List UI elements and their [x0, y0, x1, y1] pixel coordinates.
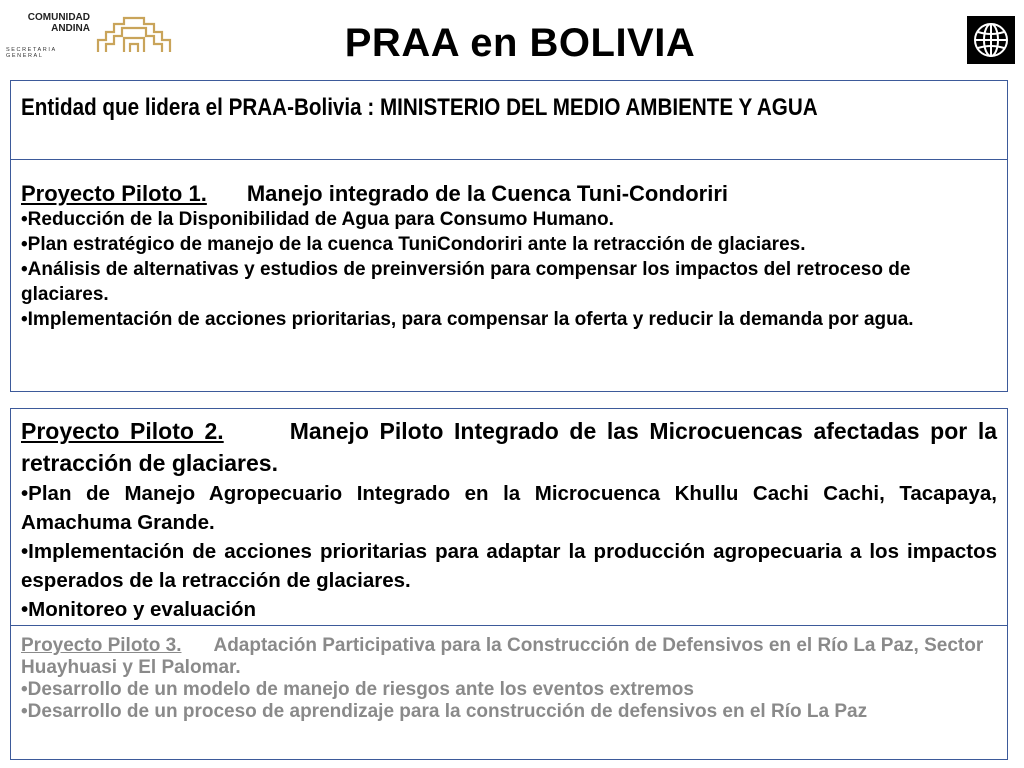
project-2-label: Proyecto Piloto 2.	[21, 418, 224, 444]
logo-subtitle: SECRETARIA GENERAL	[6, 47, 57, 59]
project-2-heading	[21, 415, 997, 479]
panel-divider	[11, 159, 1007, 160]
world-bank-logo	[967, 16, 1015, 64]
panel-entity-project-1	[10, 80, 1008, 392]
project-1-heading	[21, 181, 997, 207]
bullet-item: •Implementación de acciones prioritarias para adaptar la producción agropecuaria a los impactos esperados de la retracción de glaciares.	[21, 540, 997, 592]
panel-project-2-3	[10, 408, 1008, 760]
project-3-heading	[21, 635, 997, 679]
logo-line-2: ANDINA	[51, 23, 90, 34]
project-2-bullets	[21, 479, 997, 624]
andean-emblem-icon	[94, 12, 174, 56]
bullet-item: •Plan de Manejo Agropecuario Integrado en la Microcuenca Khullu Cachi Cachi, Tacapaya, Amachuma Grande.	[21, 482, 997, 534]
project-3-name: Adaptación Participativa para la Construcción de Defensivos en el Río La Paz, Sector Huayhuasi y El Palomar.	[21, 635, 984, 678]
project-3-bullets	[21, 679, 997, 723]
comunidad-andina-logo	[6, 12, 176, 62]
project-1-section	[21, 181, 997, 332]
logo-line-1: COMUNIDAD	[27, 12, 90, 23]
bullet-item: •Desarrollo de un modelo de manejo de riesgos ante los eventos extremos	[21, 679, 694, 700]
bullet-item: •Análisis de alternativas y estudios de preinversión para compensar los impactos del retroceso de glaciares.	[21, 259, 911, 305]
project-1-bullets	[21, 207, 997, 332]
project-1-label: Proyecto Piloto 1.	[21, 181, 207, 206]
project-2-name: Manejo Piloto Integrado de las Microcuencas afectadas por la retracción de glaciares.	[21, 418, 997, 476]
bullet-item: •Desarrollo de un proceso de aprendizaje para la construcción de defensivos en el Río La Paz	[21, 701, 868, 722]
project-3-label: Proyecto Piloto 3.	[21, 635, 182, 656]
logo-org-name	[6, 12, 90, 34]
project-1-name: Manejo integrado de la Cuenca Tuni-Condoriri	[246, 181, 729, 206]
bullet-item: •Monitoreo y evaluación	[21, 598, 256, 621]
project-3-section	[21, 635, 997, 723]
bullet-item: •Reducción de la Disponibilidad de Agua para Consumo Humano.	[21, 209, 614, 230]
globe-icon	[971, 20, 1011, 60]
lead-entity-text: Entidad que lidera el PRAA-Bolivia : MINISTERIO DEL MEDIO AMBIENTE Y AGUA	[21, 94, 818, 121]
bullet-item: •Implementación de acciones prioritarias, para compensar la oferta y reducir la demanda por agua.	[21, 309, 914, 330]
page-title: PRAA en BOLIVIA	[344, 21, 696, 65]
panel-divider	[11, 625, 1007, 626]
bullet-item: •Plan estratégico de manejo de la cuenca TuniCondoriri ante la retracción de glaciares.	[21, 234, 806, 255]
project-2-section	[21, 415, 997, 624]
